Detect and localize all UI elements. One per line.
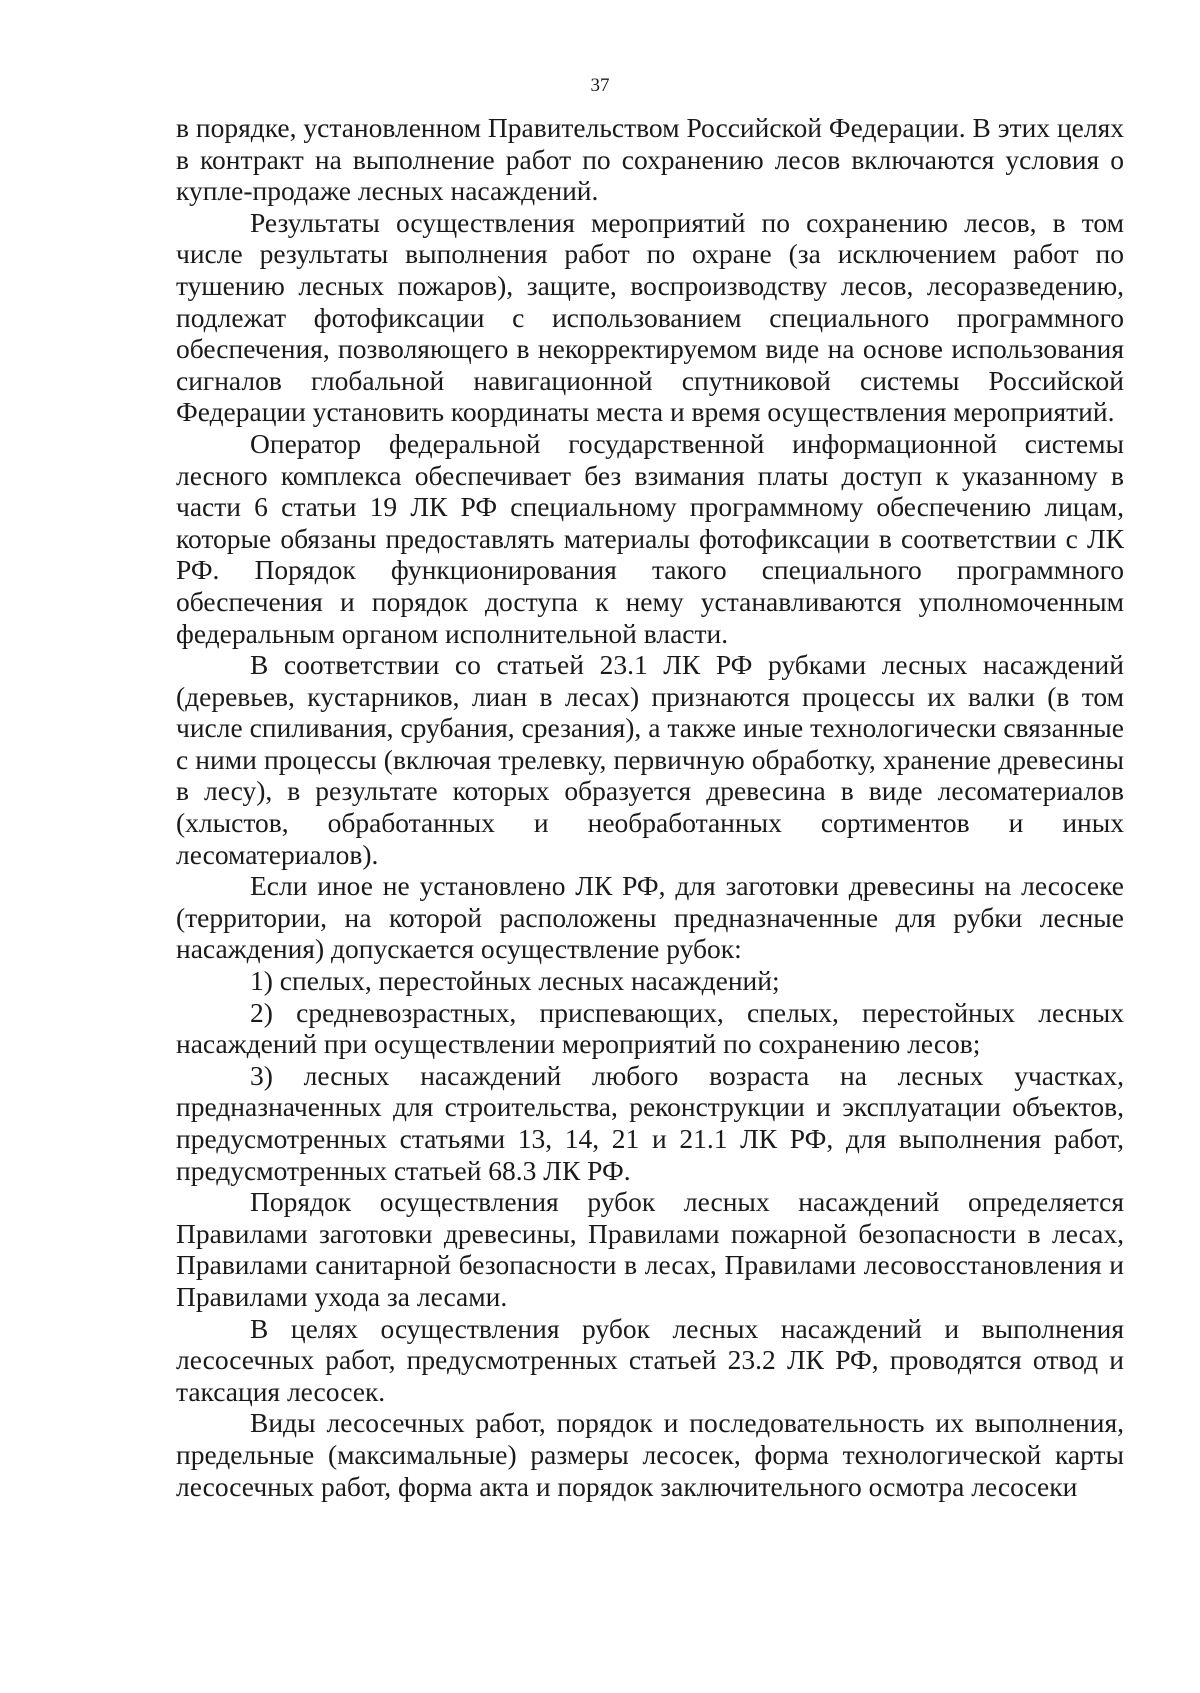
paragraph-operator: Оператор федеральной государственной информационной системы лесного комплекса обеспечивает без взимания платы доступ к указанному в части 6 статьи 19 ЛК РФ специальному программному обеспечению лицам, которые обязаны предоставлять материалы фотофиксации в соответствии с ЛК РФ. Порядок функционирования такого специального программного обеспечения и порядок доступа к нему устанавливаются уполномоченным федеральным органом исполнительной власти. — [176, 427, 1124, 649]
paragraph-photofixation: Результаты осуществления мероприятий по сохранению лесов, в том числе результаты выполнения работ по охране (за исключением работ по тушению лесных пожаров), защите, воспроизводству лесов, лесоразведению, подлежат фотофиксации с использованием специального программного обеспечения, позволяющего в некорректируемом виде на основе использования сигналов глобальной навигационной спутниковой системы Российской Федерации установить координаты места и время осуществления мероприятий. — [176, 206, 1124, 428]
page-number: 37 — [590, 75, 610, 96]
list-item-1: 1) спелых, перестойных лесных насаждений; — [250, 965, 780, 997]
paragraph-felling-allowed: Если иное не установлено ЛК РФ, для заготовки древесины на лесосеке (территории, на которой расположены предназначенные для рубки лесные насаждения) допускается осуществление рубок: — [176, 870, 1124, 965]
list-item-3: 3) лесных насаждений любого возраста на лесных участках, предназначенных для строительства, реконструкции и эксплуатации объектов, предусмотренных статьями 13, 14, 21 и 21.1 ЛК РФ, для выполнения работ, предусмотренных статьей 68.3 ЛК РФ. — [176, 1059, 1124, 1186]
paragraph-continuation: в порядке, установленном Правительством Российской Федерации. В этих целях в контракт на выполнение работ по сохранению лесов включаются условия о купле-продаже лесных насаждений. — [176, 112, 1124, 207]
paragraph-article-23-1: В соответствии со статьей 23.1 ЛК РФ рубками лесных насаждений (деревьев, кустарников, лиан в лесах) признаются процессы их валки (в том числе спиливания, срубания, срезания), а также иные технологически связанные с ними процессы (включая трелевку, первичную обработку, хранение древесины в лесу), в результате которых образуется древесина в виде лесоматериалов (хлыстов, обработанных и необработанных сортиментов и иных лесоматериалов). — [176, 649, 1124, 870]
paragraph-allotment: В целях осуществления рубок лесных насаждений и выполнения лесосечных работ, предусмотренных статьей 23.2 ЛК РФ, проводятся отвод и таксация лесосек. — [176, 1312, 1124, 1407]
list-item-2: 2) средневозрастных, приспевающих, спелых, перестойных лесных насаждений при осуществлении мероприятий по сохранению лесов; — [176, 996, 1124, 1060]
document-body — [176, 112, 1124, 1502]
paragraph-logging-types: Виды лесосечных работ, порядок и последовательность их выполнения, предельные (максимальные) размеры лесосек, форма технологической карты лесосечных работ, форма акта и порядок заключительного осмотра лесосеки — [176, 1407, 1124, 1502]
paragraph-felling-rules: Порядок осуществления рубок лесных насаждений определяется Правилами заготовки древесины, Правилами пожарной безопасности в лесах, Правилами санитарной безопасности в лесах, Правилами лесовосстановления и Правилами ухода за лесами. — [176, 1186, 1124, 1312]
